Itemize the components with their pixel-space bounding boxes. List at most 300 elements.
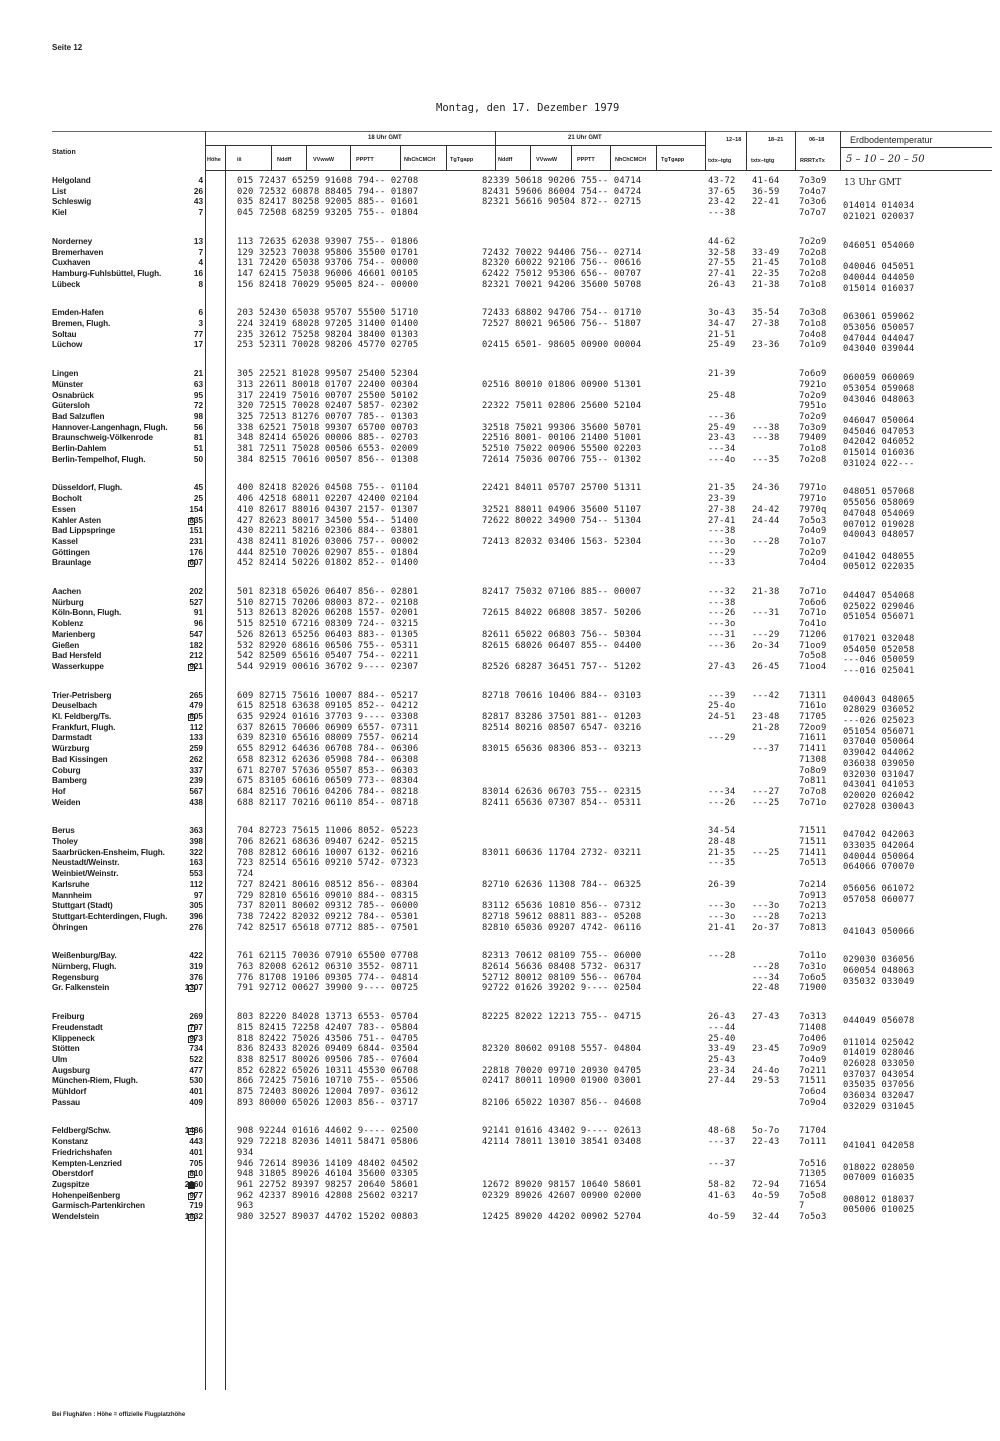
temp-12-18: ---36 [708, 640, 736, 651]
temp-18-21: ---35 [752, 454, 780, 465]
temp-12-18: 3o-43 [708, 308, 736, 319]
rain-06-18: 7o3o9 [799, 422, 827, 433]
header-vvwww-18: VVwwW [313, 157, 335, 163]
obs-18utc: 671 82707 57636 05507 853-- 06303 [237, 765, 419, 776]
station-name: Weinbiet/Weinstr. [52, 869, 119, 879]
rain-06-18: 7o213 [799, 911, 827, 922]
station-height: 259 [189, 744, 203, 754]
station-height: 182 [189, 640, 203, 650]
soil-temperature: 044049 056078 [843, 1016, 915, 1027]
temp-12-18: 23-42 [708, 197, 736, 208]
temp-18-21: 23-48 [752, 712, 780, 722]
obs-21utc: 92722 01626 39202 9---- 02504 [482, 983, 642, 994]
header-tgtg-21: TgTgapp [661, 157, 685, 163]
obs-21utc: 32521 88011 04906 35600 51107 [482, 504, 642, 515]
station-name: Mannheim [52, 890, 92, 900]
station-height: 973 [189, 1033, 203, 1043]
station-name: Kempten-Lenzried [52, 1158, 122, 1168]
obs-21utc: 72615 84022 06808 3857- 50206 [482, 608, 642, 619]
soil-temperature: 007012 019028 [843, 519, 915, 530]
obs-21utc: 83014 62636 06703 755-- 02315 [482, 786, 642, 797]
soil-temperature: 021021 020037 [843, 212, 915, 223]
soil-temperature: 015014 016037 [843, 283, 915, 294]
temp-12-18: 4o-59 [708, 1212, 736, 1222]
station-name: Bad Salzuflen [52, 411, 105, 421]
obs-21utc: 72614 75036 00706 755-- 01302 [482, 454, 642, 465]
station-height: 797 [189, 1022, 203, 1032]
soil-temperature: 063061 059062 [843, 312, 915, 323]
soil-temperature: 046051 054060 [843, 240, 915, 251]
obs-18utc: 320 72515 70028 02407 5857- 02302 [237, 401, 419, 412]
station-height: 17 [193, 340, 203, 350]
rain-06-18: 7o1o7 [799, 536, 827, 547]
station-height: 530 [189, 1076, 203, 1086]
station-height: 1832 [184, 1212, 203, 1221]
soil-temperature: 005012 022035 [843, 562, 915, 573]
rain-06-18: 7o2o9 [799, 390, 827, 401]
page-title: Montag, den 17. Dezember 1979 [436, 102, 620, 114]
rain-06-18: 7o4o4 [799, 558, 827, 569]
obs-18utc: 738 72422 82032 09212 784-- 05301 [237, 911, 419, 922]
station-name: Freiburg [52, 1012, 85, 1022]
obs-18utc: 501 82318 65026 06407 856-- 02801 [237, 587, 419, 597]
station-height: 96 [193, 619, 203, 629]
rain-06-18: 7o2o9 [799, 236, 827, 247]
station-name: Stuttgart-Echterdingen, Flugh. [52, 911, 168, 921]
obs-18utc: 688 82117 70216 06110 854-- 08718 [237, 797, 419, 808]
obs-21utc: 82313 70612 08109 755-- 06000 [482, 951, 642, 962]
soil-temperature: 040044 050064 [843, 851, 915, 862]
soil-temperature: 031024 022--- [843, 458, 915, 469]
station-height: 398 [189, 837, 203, 846]
temp-18-21: ---29 [752, 629, 780, 640]
rain-06-18: 7o211 [799, 1065, 827, 1076]
station-height: 45 [193, 483, 203, 493]
temp-12-18: 26-39 [708, 879, 736, 890]
temp-12-18: 48-68 [708, 1126, 736, 1137]
rain-06-18: 7o5o3 [799, 515, 827, 526]
soil-temperature: 026028 033050 [843, 1058, 915, 1069]
soil-temperature: 043041 041053 [843, 780, 915, 791]
obs-21utc: 52510 75022 00906 55500 02203 [482, 444, 642, 454]
temp-12-18: ---3o [708, 619, 736, 630]
obs-18utc: 513 82613 82026 06208 1557- 02001 [237, 608, 419, 619]
temp-18-21: 21-38 [752, 587, 780, 597]
header-group-18: 18 Uhr GMT [368, 135, 402, 141]
soil-temperature: 055056 058069 [843, 498, 915, 509]
obs-18utc: 400 82418 82026 04508 755-- 01104 [237, 483, 419, 494]
soil-temperature: 043046 048063 [843, 394, 915, 405]
header-sub-12-18: txtx–tgtg [708, 158, 732, 164]
station-height: 276 [189, 922, 203, 932]
temp-18-21: 22-35 [752, 268, 780, 279]
obs-21utc: 82320 60022 92106 756-- 00616 [482, 258, 642, 269]
obs-18utc: 655 82912 64636 06708 784-- 06306 [237, 744, 419, 755]
temp-18-21: 33-49 [752, 247, 780, 258]
rain-06-18: 71oo4 [799, 661, 827, 672]
obs-21utc: 82817 83286 37501 881-- 01203 [482, 712, 642, 722]
rain-06-18: 7o1o8 [799, 444, 827, 454]
station-height: 13 [193, 236, 203, 246]
rain-06-18: 7o3o9 [799, 176, 827, 186]
temp-12-18: 27-41 [708, 268, 736, 279]
station-height: 2960 [184, 1179, 203, 1189]
station-height: 396 [189, 911, 203, 921]
station-name: Braunschweig-Völkenrode [52, 433, 153, 443]
soil-temperature: 054050 052058 [843, 644, 915, 655]
temp-12-18: 24-51 [708, 712, 736, 722]
obs-18utc: 444 82510 70026 02907 855-- 01804 [237, 547, 419, 558]
station-height: 81 [193, 433, 203, 443]
temp-12-18: ---34 [708, 444, 736, 454]
station-height: 522 [189, 1054, 203, 1064]
station-name: Kiel [52, 208, 67, 218]
obs-18utc: 761 62115 70036 07910 65500 07708 [237, 951, 419, 962]
soil-temperature: 043040 039044 [843, 344, 915, 355]
soil-temperature: 064066 070070 [843, 862, 915, 873]
station-height: 163 [189, 858, 203, 868]
obs-21utc: 82718 59612 08811 883-- 05208 [482, 911, 642, 922]
station-name: Braunlage [52, 558, 92, 568]
temp-12-18: 34-54 [708, 826, 736, 837]
obs-18utc: 544 92919 00616 36702 9---- 02307 [237, 661, 419, 672]
station-height: 376 [189, 972, 203, 982]
obs-18utc: 515 82510 67216 08309 724-- 03215 [237, 619, 419, 630]
footnote: Bei Flughäfen : Höhe = offizielle Flugplatzhöhe [52, 1412, 186, 1418]
header-erd-depths: 5 – 10 – 20 – 50 [846, 154, 925, 165]
station-name: Mühldorf [52, 1087, 87, 1096]
soil-temperature: 046047 050064 [843, 415, 915, 426]
obs-18utc: 313 22611 80018 01707 22400 00304 [237, 379, 419, 390]
station-height: 319 [189, 962, 203, 971]
temp-18-21: 24-44 [752, 515, 780, 526]
obs-18utc: 224 32419 68028 97205 31400 01400 [237, 319, 419, 329]
header-nddff-18: Nddff [277, 157, 292, 163]
obs-18utc: 381 72511 75028 00506 6553- 02009 [237, 444, 419, 454]
temp-12-18: ---38 [708, 208, 736, 219]
obs-18utc: 147 62415 75038 96006 46601 00105 [237, 268, 419, 279]
temp-12-18: ---29 [708, 547, 736, 558]
rain-06-18: 7o406 [799, 1033, 827, 1044]
obs-18utc: 961 22752 89397 98257 20640 58601 [237, 1179, 419, 1190]
station-height: 719 [189, 1201, 203, 1211]
soil-temperature: 005006 010025 [843, 1205, 915, 1216]
rain-06-18: 7o313 [799, 1012, 827, 1023]
rain-06-18: 71654 [799, 1179, 827, 1190]
obs-18utc: 704 82723 75615 11006 8052- 05223 [237, 826, 419, 837]
station-name: Essen [52, 504, 76, 514]
station-height: 305 [189, 901, 203, 911]
temp-12-18: 21-35 [708, 483, 736, 494]
temp-18-21: 21-38 [752, 279, 780, 290]
temp-12-18: 21-35 [708, 847, 736, 858]
station-name: Kahler Asten [52, 515, 102, 525]
soil-temperature: 057058 060077 [843, 894, 915, 905]
obs-21utc: 82431 59606 86004 754-- 04724 [482, 186, 642, 197]
temp-12-18: 26-43 [708, 279, 736, 290]
temp-18-21: 36-59 [752, 186, 780, 197]
temp-18-21: ---28 [752, 962, 780, 972]
station-name: Stötten [52, 1044, 80, 1054]
rain-06-18: 71511 [799, 826, 827, 837]
obs-21utc: 82614 56636 08408 5732- 06317 [482, 962, 642, 972]
soil-temperature: 047044 044047 [843, 333, 915, 344]
soil-temperature: 047042 042063 [843, 830, 915, 841]
temp-12-18: ---38 [708, 526, 736, 537]
station-name: Wasserkuppe [52, 661, 104, 671]
obs-18utc: 934 [237, 1147, 254, 1158]
temp-12-18: 25-43 [708, 1054, 736, 1065]
temp-12-18: 34-47 [708, 319, 736, 329]
soil-temperature: 048051 057068 [843, 487, 915, 498]
temp-18-21: 27-38 [752, 319, 780, 329]
station-name: Augsburg [52, 1065, 90, 1075]
rain-06-18: 7o4o8 [799, 329, 827, 340]
rain-06-18: 7o4o9 [799, 526, 827, 537]
rain-06-18: 71704 [799, 1126, 827, 1137]
station-height: 4 [198, 176, 203, 185]
rain-06-18: 7 [799, 1201, 805, 1212]
obs-18utc: 526 82613 65256 06403 883-- 01305 [237, 629, 419, 640]
rain-06-18: 7o214 [799, 879, 827, 890]
obs-18utc: 510 82715 70206 08003 872-- 02108 [237, 597, 419, 608]
obs-21utc: 82225 82022 12213 755-- 04715 [482, 1012, 642, 1023]
rain-06-18: 7o9o9 [799, 1044, 827, 1055]
obs-21utc: 83015 65636 08306 853-- 03213 [482, 744, 642, 755]
station-name: Berlin-Tempelhof, Flugh. [52, 454, 146, 464]
obs-21utc: 12425 89020 44202 00902 52704 [482, 1212, 642, 1222]
station-height: 97 [193, 890, 203, 900]
soil-temperature: 060054 048063 [843, 966, 915, 976]
temp-12-18: ---34 [708, 786, 736, 797]
soil-temperature: 051054 056071 [843, 612, 915, 623]
obs-18utc: 452 82414 50226 01802 852-- 01400 [237, 558, 419, 569]
soil-temperature: 015014 016036 [843, 448, 915, 458]
obs-18utc: 532 82920 68616 06506 755-- 05311 [237, 640, 419, 651]
temp-12-18: 23-43 [708, 433, 736, 444]
temp-12-18: ---3o [708, 901, 736, 912]
soil-temperature: 045046 047053 [843, 426, 915, 437]
soil-temperature: 040044 044050 [843, 272, 915, 283]
station-height: 3 [198, 319, 203, 328]
station-height: 26 [193, 186, 203, 196]
station-name: Ulm [52, 1054, 68, 1064]
obs-18utc: 908 92244 01616 44602 9---- 02500 [237, 1126, 419, 1137]
temp-18-21: 22-48 [752, 983, 780, 994]
rain-06-18: 71611 [799, 733, 827, 744]
obs-18utc: 948 31805 89026 46104 35600 03305 [237, 1169, 419, 1180]
station-name: Öhringen [52, 922, 88, 932]
soil-temperature: 036038 039050 [843, 758, 915, 769]
header-pppt-21: PPPTT [577, 157, 595, 163]
station-name: Oberstdorf [52, 1169, 94, 1179]
rain-06-18: 7o41o [799, 619, 827, 630]
rain-06-18: 7o6o9 [799, 369, 827, 380]
station-height: 401 [189, 1087, 203, 1096]
station-name: Emden-Hafen [52, 308, 104, 318]
rain-06-18: 71311 [799, 690, 827, 701]
soil-temperature: 041043 050066 [843, 926, 915, 937]
header-12-18: 12–18 [726, 137, 742, 143]
rain-06-18: 71206 [799, 629, 827, 640]
station-height: 337 [189, 765, 203, 775]
temp-18-21: ---42 [752, 690, 780, 701]
rain-06-18: 7971o [799, 483, 827, 494]
station-name: Bad Hersfeld [52, 651, 102, 661]
station-name: Würzburg [52, 744, 90, 754]
header-iii: iii [237, 157, 242, 163]
soil-temperature: 040043 048065 [843, 694, 915, 705]
header-tgtg-18: TgTgapp [450, 157, 474, 163]
rain-06-18: 7o11o [799, 951, 827, 962]
temp-12-18: 26-43 [708, 1012, 736, 1023]
station-height: 262 [189, 754, 203, 764]
temp-18-21: 21-28 [752, 722, 780, 733]
obs-18utc: 866 72425 75016 10710 755-- 05506 [237, 1076, 419, 1087]
station-height: 443 [189, 1137, 203, 1147]
temp-18-21: 5o-7o [752, 1126, 780, 1137]
header-pppt-18: PPPTT [356, 157, 374, 163]
station-name: Stuttgart (Stadt) [52, 901, 113, 911]
obs-18utc: 203 52430 65038 95707 55500 51710 [237, 308, 419, 319]
obs-21utc: 72433 68802 94706 754-- 01710 [482, 308, 642, 319]
rain-06-18: 7161o [799, 701, 827, 712]
rain-06-18: 7o1o9 [799, 340, 827, 351]
rain-06-18: 7o513 [799, 858, 827, 869]
temp-12-18: 33-49 [708, 1044, 736, 1055]
obs-18utc: 791 92712 00627 39900 9---- 00725 [237, 983, 419, 994]
station-name: Darmstadt [52, 733, 92, 743]
obs-18utc: 384 82515 70616 00507 856-- 01308 [237, 454, 419, 465]
temp-12-18: 25-40 [708, 1033, 736, 1044]
obs-21utc: 72432 70022 94406 756-- 02714 [482, 247, 642, 258]
header-group-21: 21 Uhr GMT [568, 135, 602, 141]
obs-18utc: 729 82810 65616 09010 884-- 08315 [237, 890, 419, 901]
station-name: Freudenstadt [52, 1022, 103, 1032]
rain-06-18: 7o4o9 [799, 1054, 827, 1065]
temp-12-18: 25-48 [708, 390, 736, 401]
station-height: 63 [193, 379, 203, 389]
obs-18utc: 836 82433 82026 09409 6844- 03504 [237, 1044, 419, 1055]
rain-06-18: 7o71o [799, 608, 827, 619]
obs-21utc: 42114 78011 13010 38541 03408 [482, 1137, 642, 1148]
obs-18utc: 410 82617 88016 04307 2157- 01307 [237, 504, 419, 515]
soil-temperature: 007009 016035 [843, 1173, 915, 1184]
station-height: 112 [189, 722, 203, 732]
station-name: Tholey [52, 837, 78, 846]
rain-06-18: 7o1o8 [799, 279, 827, 290]
rain-06-18: 7o6o4 [799, 1087, 827, 1097]
rain-06-18: 7o5o8 [799, 651, 827, 662]
obs-18utc: 430 82211 58216 02306 884-- 03801 [237, 526, 419, 537]
rain-06-18: 7o9o4 [799, 1097, 827, 1108]
station-name: Göttingen [52, 547, 90, 557]
header-erdboden: Erdbodentemperatur [850, 135, 933, 145]
station-height: 25 [193, 494, 203, 504]
rain-06-18: 7o2o8 [799, 247, 827, 258]
obs-21utc: 82611 65022 06803 756-- 50304 [482, 629, 642, 640]
obs-18utc: 020 72532 60878 88405 794-- 01807 [237, 186, 419, 197]
temp-12-18: ---44 [708, 1022, 736, 1033]
station-height: 835 [189, 515, 203, 525]
station-name: Bocholt [52, 494, 82, 504]
obs-21utc: 82339 50618 90206 755-- 04714 [482, 176, 642, 186]
station-name: Köln-Bonn, Flugh. [52, 608, 122, 618]
temp-12-18: 25-49 [708, 340, 736, 351]
temp-18-21: 21-45 [752, 258, 780, 269]
obs-21utc: 02329 89026 42607 00900 02000 [482, 1190, 642, 1201]
station-name: Gütersloh [52, 401, 90, 411]
station-name: Norderney [52, 236, 93, 246]
station-height: 176 [189, 547, 203, 557]
temp-18-21: 23-36 [752, 340, 780, 351]
obs-21utc: 22516 8001- 00106 21400 51001 [482, 433, 642, 444]
station-height: 805 [189, 712, 203, 721]
obs-18utc: 723 82514 65616 09210 5742- 07323 [237, 858, 419, 869]
soil-temperature: 039042 044062 [843, 748, 915, 759]
station-name: Helgoland [52, 176, 91, 185]
temp-12-18: ---26 [708, 797, 736, 808]
station-name: Nürnberg, Flugh. [52, 962, 117, 971]
header-18-21: 18–21 [768, 137, 784, 143]
temp-12-18: 27-55 [708, 258, 736, 269]
obs-21utc: 83011 60636 11704 2732- 03211 [482, 847, 642, 858]
station-name: Osnabrück [52, 390, 94, 400]
obs-21utc: 82710 62636 11308 784-- 06325 [482, 879, 642, 890]
temp-12-18: 25-49 [708, 422, 736, 433]
temp-12-18: ---32 [708, 587, 736, 597]
rain-06-18: 7o1o8 [799, 319, 827, 329]
obs-18utc: 639 82310 65616 08009 7557- 06214 [237, 733, 419, 744]
soil-temperature: 041041 042058 [843, 1141, 915, 1152]
soil-temperature: 014014 014034 [843, 201, 915, 212]
station-height: 567 [189, 786, 203, 796]
temp-18-21: ---34 [752, 972, 780, 983]
soil-temperature: 041042 048055 [843, 551, 915, 562]
obs-21utc: 82411 65636 07307 854-- 05311 [482, 797, 642, 808]
rain-06-18: 7o913 [799, 890, 827, 901]
temp-18-21: ---27 [752, 786, 780, 797]
soil-temperature: 008012 018037 [843, 1194, 915, 1205]
station-height: 43 [193, 197, 203, 207]
station-name: Marienberg [52, 629, 96, 639]
temp-12-18: ---29 [708, 733, 736, 744]
soil-temperature: 035032 033049 [843, 976, 915, 987]
station-name: Zugspitze [52, 1179, 90, 1189]
obs-21utc: 82106 65022 10307 856-- 04608 [482, 1097, 642, 1108]
obs-18utc: 818 82422 75026 43506 751-- 04705 [237, 1033, 419, 1044]
station-name: Lübeck [52, 279, 81, 289]
rain-06-18: 7o7o7 [799, 208, 827, 219]
obs-18utc: 131 72420 65038 93706 754-- 00000 [237, 258, 419, 269]
soil-temperature: 033035 042064 [843, 841, 915, 851]
station-name: München-Riem, Flugh. [52, 1076, 138, 1086]
soil-temperature: 044047 054068 [843, 591, 915, 601]
obs-21utc: 22322 75011 02806 25600 52104 [482, 401, 642, 412]
temp-12-18: ---35 [708, 858, 736, 869]
station-height: 479 [189, 701, 203, 711]
station-name: Lingen [52, 369, 79, 379]
rain-06-18: 7o1o8 [799, 258, 827, 269]
soil-temperature: ---046 050059 [843, 655, 915, 666]
rain-06-18: 7o2o8 [799, 454, 827, 465]
header-nh-18: NhChCMCH [404, 157, 436, 163]
temp-18-21: 72-94 [752, 1179, 780, 1190]
temp-18-21: 26-45 [752, 661, 780, 672]
temp-12-18: ---26 [708, 608, 736, 619]
station-name: Soltau [52, 329, 77, 339]
station-name: Düsseldorf, Flugh. [52, 483, 123, 493]
